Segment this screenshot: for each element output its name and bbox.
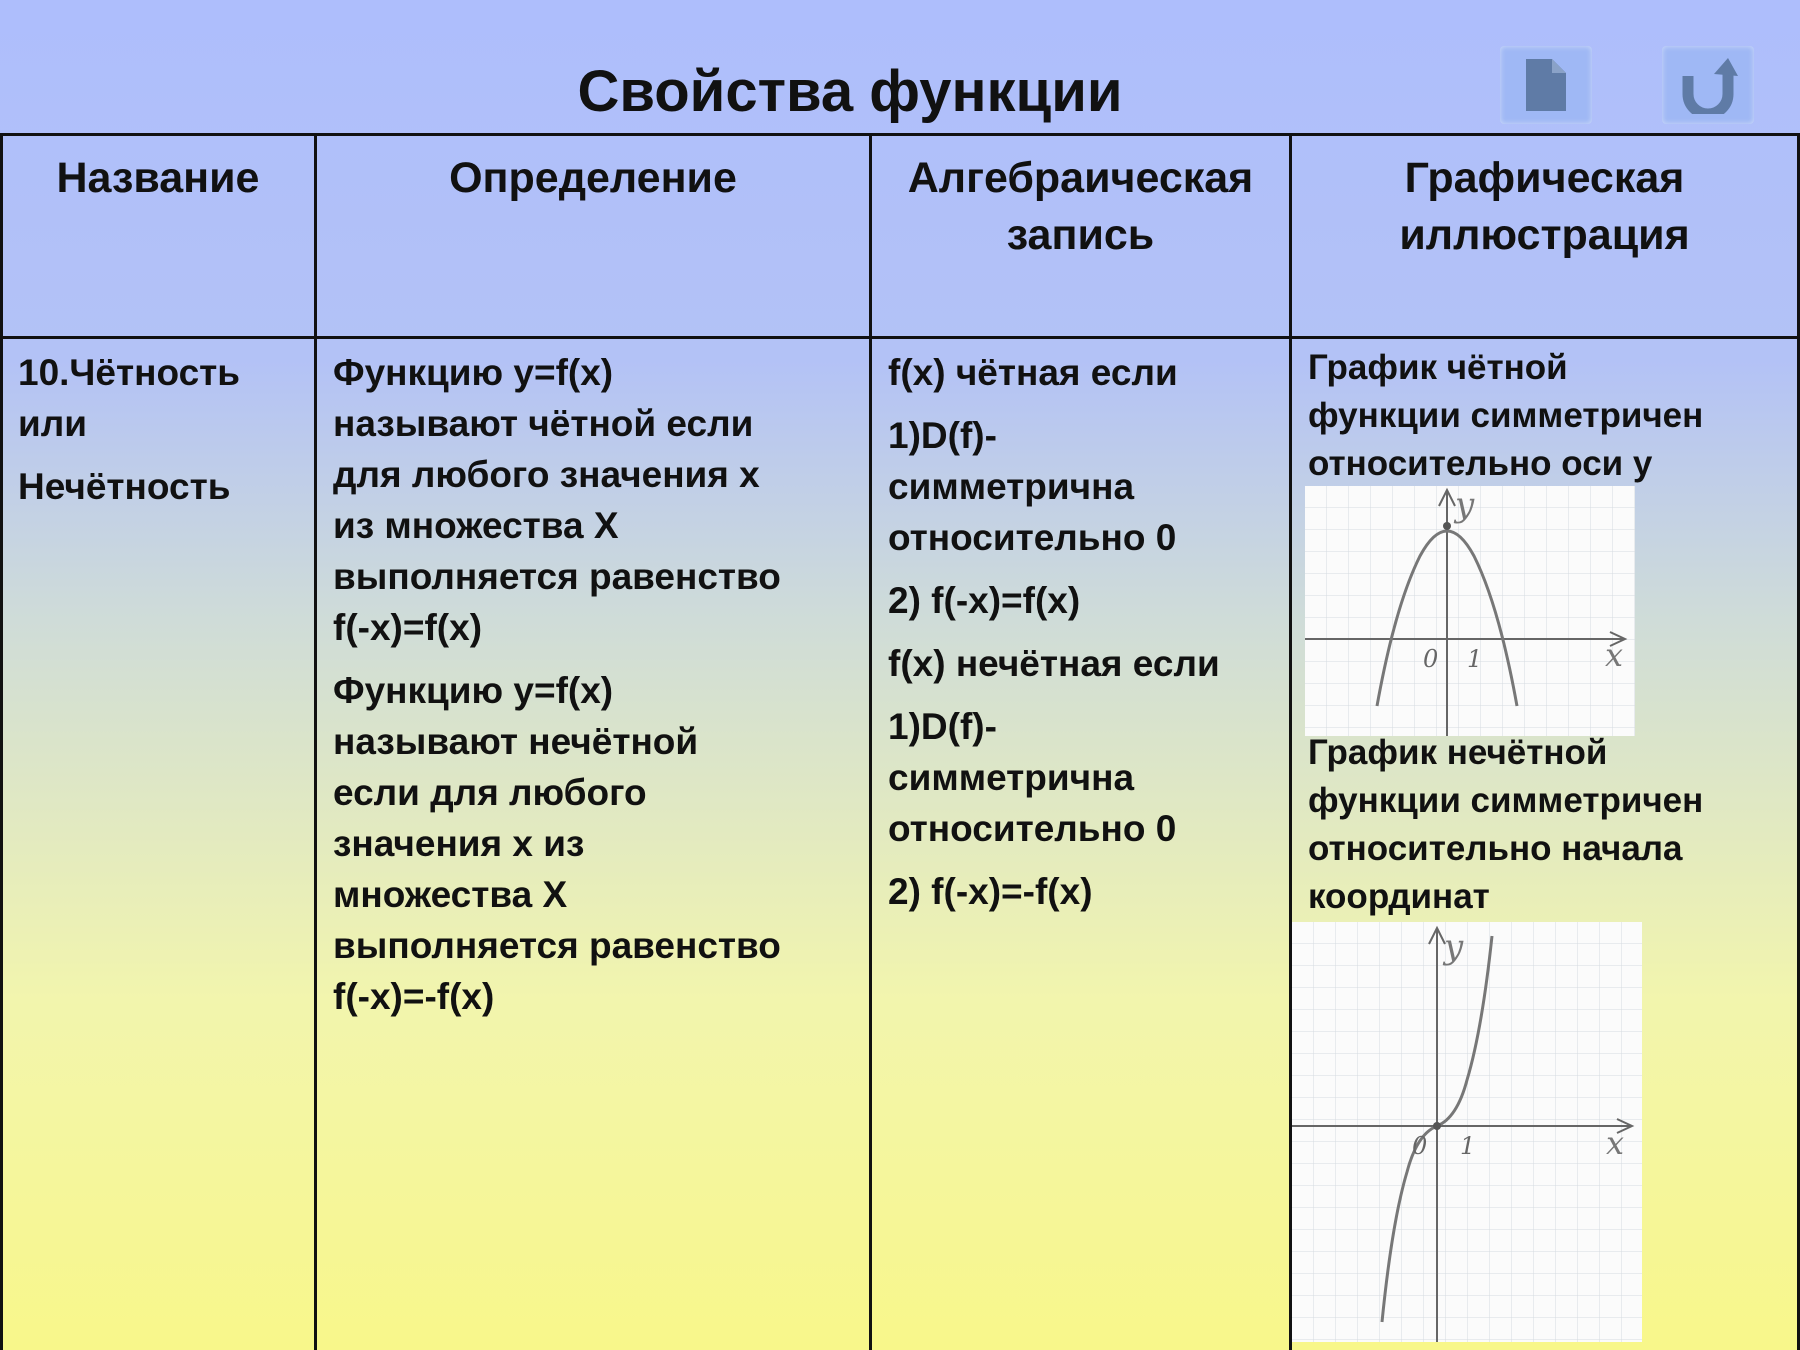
column-divider [314, 134, 317, 1350]
definition-odd: Функцию y=f(x) называют нечётной если для любого значения x из множества X выполняется равенство f(-x)=-f(x) [333, 670, 781, 1017]
x-axis-label: x [1606, 1124, 1625, 1162]
even-graph-caption: График чётной функции симметричен относительно оси y [1308, 348, 1704, 483]
page-button[interactable] [1500, 46, 1592, 124]
return-button[interactable] [1662, 46, 1754, 124]
header-algebraic: Алгебраическая запись [907, 154, 1254, 259]
cell-algebraic: f(x) чётная если 1)D(f)- симметрична относительно 0 2) f(-x)=f(x) f(x) нечётная если 1)D(f)- симметрична относительно 0 2) f(-x)=-f(x) [888, 352, 1220, 912]
return-arrow-icon [1678, 56, 1738, 114]
header-name: Название [56, 154, 260, 202]
x-axis-label: x [1605, 636, 1624, 674]
unit-label: 1 [1460, 1132, 1476, 1160]
definition-even: Функцию y=f(x) называют чётной если для любого значения x из множества X выполняется равенство f(-x)=f(x) [333, 352, 781, 648]
y-axis-label: y [1444, 927, 1464, 967]
cell-definition [333, 347, 863, 1022]
origin-label: 0 [1423, 645, 1439, 673]
unit-label: 1 [1467, 645, 1483, 673]
even-function-graph [1305, 486, 1635, 736]
header-graphic: Графическая иллюстрация [1399, 154, 1690, 259]
y-axis-label: y [1455, 486, 1475, 525]
column-divider [0, 134, 3, 1350]
page-title: Свойства функции [577, 59, 1123, 124]
origin-label: 0 [1412, 1132, 1428, 1160]
page-icon [1524, 57, 1568, 113]
odd-graph-caption: График нечётной функции симметричен относительно начала координат [1308, 733, 1704, 916]
odd-function-graph [1292, 922, 1642, 1342]
cell-name: 10.Чётность или Нечётность [18, 352, 241, 507]
header-definition: Определение [449, 154, 737, 202]
table-top-border [0, 133, 1800, 136]
header-row-border [0, 336, 1800, 339]
column-divider [869, 134, 872, 1350]
